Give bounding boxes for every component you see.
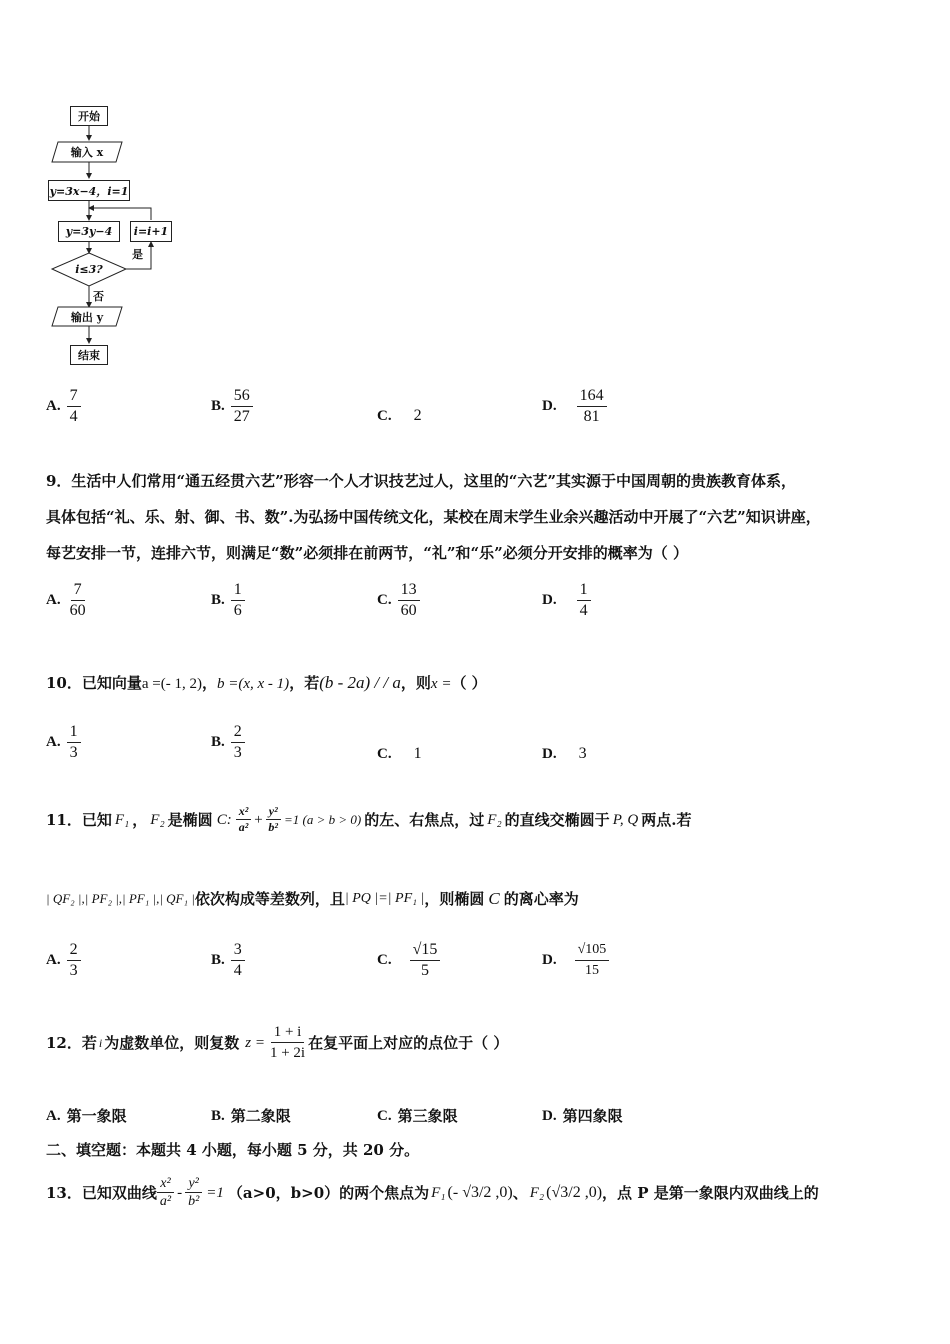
fraction [398, 580, 420, 621]
q9-option-a[interactable] [46, 580, 89, 621]
focus-f1-coord: (- √3/2 ,0) [447, 1183, 513, 1201]
q11-option-d[interactable] [542, 940, 609, 981]
denominator: 4 [579, 602, 588, 619]
denominator: 3 [69, 744, 78, 761]
numerator: 7 [67, 386, 81, 407]
numerator: 56 [231, 386, 253, 407]
fraction [410, 940, 441, 981]
option-value: 1 [413, 745, 422, 762]
fraction [231, 940, 245, 981]
option-letter: A. [46, 1108, 61, 1124]
focus-f1: F₁ [431, 1184, 446, 1201]
q13-condition: （a>0，b>0）的两个焦点为 [227, 1183, 430, 1202]
option-letter: A. [46, 592, 61, 608]
option-letter: B. [211, 952, 225, 968]
q10-stem [46, 672, 487, 695]
fraction [575, 940, 610, 981]
option-letter: B. [211, 1108, 225, 1124]
q10-option-b[interactable] [211, 722, 245, 763]
q10-then: ，则 [400, 674, 431, 692]
q11-line2b: ，则椭圆 [424, 890, 485, 908]
flow-condition: i≤3? [75, 262, 103, 276]
q9-line-3: 每艺安排一节，连排六节，则满足“数”必须排在前两节，“礼”和“乐”必须分开安排的概率为（ ） [46, 544, 688, 562]
q11-end1: 两点.若 [641, 810, 692, 829]
option-letter: D. [542, 952, 557, 968]
flow-input: 输入 x [70, 146, 104, 159]
option-letter: C. [377, 1108, 392, 1124]
numerator: 3 [231, 940, 245, 961]
q10-sep: ， [201, 674, 217, 692]
focus-f2-coord: (√3/2 ,0) [546, 1183, 603, 1201]
option-text: 第三象限 [397, 1107, 458, 1125]
q9-option-d[interactable] [542, 580, 591, 621]
fraction [231, 580, 245, 621]
numerator: 2 [67, 940, 81, 961]
denominator: 4 [233, 962, 242, 979]
q13-stem [46, 1175, 819, 1210]
denominator: 27 [233, 408, 250, 425]
denominator: 3 [233, 744, 242, 761]
option-letter: A. [46, 398, 61, 414]
q10-x: x = [430, 676, 452, 692]
denominator: b² [188, 1194, 200, 1209]
focus-f1: F₁ [114, 811, 130, 828]
option-text: 第四象限 [562, 1107, 623, 1125]
q13-sep: 、 [512, 1183, 528, 1202]
q11-line-1 [46, 804, 691, 835]
numerator: y² [185, 1175, 201, 1193]
denominator: b² [268, 820, 279, 834]
focus-f2: F₂ [529, 1184, 545, 1201]
fraction [67, 940, 81, 981]
denominator: 1 + 2i [269, 1045, 306, 1061]
q12-mid: 为虚数单位，则复数 [104, 1033, 240, 1052]
option-letter: C. [377, 952, 392, 968]
denominator: 81 [583, 408, 600, 425]
numerator: 13 [398, 580, 420, 601]
numerator: 1 + i [271, 1022, 305, 1043]
denominator: 3 [69, 962, 78, 979]
section-heading: 二、填空题：本题共 4 小题，每小题 5 分，共 20 分。 [46, 1141, 420, 1159]
q8-option-a[interactable] [46, 386, 81, 427]
q11-line2a: 依次构成等差数列，且 [194, 890, 345, 908]
q11-sequence: | QF₂ |,| PF₂ |,| PF₁ |,| QF₁ | [46, 891, 195, 906]
flow-end: 结束 [70, 345, 108, 365]
numerator: 2 [231, 722, 245, 743]
q13-prefix: 13．已知双曲线 [46, 1183, 157, 1202]
q9-line-2: 具体包括“礼、乐、射、御、书、数”.为弘扬中国传统文化，某校在周末学生业余兴趣活动中开展了“六艺”知识讲座， [46, 508, 821, 526]
ellipse-eq-tail: =1 (a > b > 0) [284, 811, 362, 827]
q11-option-a[interactable] [46, 940, 81, 981]
option-letter: B. [211, 592, 225, 608]
fraction-x2-a2 [157, 1175, 174, 1210]
minus-sign: - [177, 1184, 183, 1201]
complex-z: z = [245, 1034, 265, 1051]
numerator: 1 [577, 580, 591, 601]
flow-init: y=3x−4，i=1 [48, 180, 130, 201]
q12-stem [46, 1022, 508, 1063]
option-letter: D. [542, 1108, 557, 1124]
plus-sign: + [253, 811, 264, 828]
denominator: 6 [233, 602, 242, 619]
flow-no-label: 否 [93, 290, 104, 303]
option-letter: C. [377, 592, 392, 608]
fraction [67, 580, 89, 621]
numerator: 164 [577, 386, 607, 407]
ellipse-label: C: [216, 811, 232, 828]
flow-update-y: y=3y−4 [58, 221, 120, 242]
numerator: 1 [231, 580, 245, 601]
denominator: a² [238, 820, 249, 834]
flow-start: 开始 [70, 106, 108, 126]
flow-increment: i=i+1 [130, 221, 172, 242]
numerator: y² [266, 804, 281, 820]
q13-suffix: ，点 P 是第一象限内双曲线上的 [602, 1183, 819, 1202]
option-value: 3 [578, 745, 587, 762]
q11-is-ellipse: 是椭圆 [167, 810, 213, 829]
fraction [67, 722, 81, 763]
q12-option-c[interactable] [377, 1105, 458, 1127]
q10-condition: (b - 2a) / / a [319, 673, 401, 692]
q11-option-c[interactable] [377, 940, 440, 981]
points-pq: P, Q [612, 811, 639, 828]
q12-suffix: 在复平面上对应的点位于（ ） [308, 1033, 509, 1052]
q11-comma: ， [132, 810, 148, 829]
denominator: 15 [584, 963, 599, 978]
fraction [577, 386, 607, 427]
q12-option-b[interactable] [211, 1105, 291, 1127]
q10-prefix: 10．已知向量 [46, 674, 142, 692]
flow-yes-label: 是 [132, 248, 143, 261]
numerator: √15 [410, 940, 441, 961]
option-text: 第一象限 [66, 1107, 127, 1125]
fraction-z [267, 1022, 308, 1063]
fraction-y2-b2 [265, 804, 281, 835]
q12-prefix: 12．若 [46, 1033, 97, 1052]
option-letter: B. [211, 734, 225, 750]
q11-mid: 的左、右焦点，过 [364, 810, 485, 829]
vector-b: b =(x, x - 1) [217, 676, 290, 692]
hyperbola-eq-tail: =1 [206, 1184, 224, 1201]
q11-line-2 [46, 888, 579, 910]
q8-option-d[interactable] [542, 386, 607, 427]
q11-line-text: 的直线交椭圆于 [504, 810, 610, 829]
focus-f2: F₂ [150, 811, 165, 828]
fraction-x2-a2 [236, 804, 252, 835]
option-value: 2 [413, 407, 422, 424]
fraction [67, 386, 81, 427]
flowchart [40, 100, 180, 370]
q10-option-c[interactable] [377, 745, 422, 763]
q8-option-b[interactable] [211, 386, 253, 427]
q11-line2c: 的离心率为 [503, 890, 579, 908]
fraction [231, 722, 245, 763]
denominator: 4 [69, 408, 78, 425]
q11-prefix: 11．已知 [46, 810, 112, 829]
q8-option-c[interactable] [377, 407, 422, 425]
flow-output: 输出 y [70, 310, 104, 324]
numerator: x² [236, 804, 252, 820]
denominator: 5 [420, 962, 429, 979]
vector-a: a =(- 1, 2) [141, 676, 202, 692]
option-text: 第二象限 [230, 1107, 291, 1125]
option-letter: A. [46, 952, 61, 968]
option-letter: C. [377, 407, 392, 424]
q10-if: ，若 [289, 674, 320, 692]
option-letter: D. [542, 745, 557, 762]
option-letter: A. [46, 734, 61, 750]
q10-blank: （ ） [451, 674, 487, 692]
fraction [577, 580, 591, 621]
fraction-y2-b2 [185, 1175, 202, 1210]
denominator: a² [159, 1194, 172, 1209]
numerator: 1 [67, 722, 81, 743]
option-letter: D. [542, 592, 557, 608]
q9-option-c[interactable] [377, 580, 420, 621]
ellipse-c: C [488, 889, 500, 908]
numerator: 7 [71, 580, 85, 601]
q9-line-1: 9．生活中人们常用“通五经贯六艺”形容一个人才识技艺过人，这里的“六艺”其实源于中国周朝的贵族教育体系， [46, 472, 796, 490]
q10-option-a[interactable] [46, 722, 81, 763]
option-letter: C. [377, 745, 392, 762]
option-letter: B. [211, 398, 225, 414]
q10-option-d[interactable] [542, 745, 587, 763]
imaginary-i: i [98, 1035, 103, 1050]
numerator: x² [157, 1175, 173, 1193]
denominator: 60 [69, 602, 86, 619]
q12-option-d[interactable] [542, 1105, 623, 1127]
option-letter: D. [542, 398, 557, 414]
q11-option-b[interactable] [211, 940, 245, 981]
q11-condition: | PQ |=| PF₁ | [344, 891, 425, 906]
q9-option-b[interactable] [211, 580, 245, 621]
fraction [231, 386, 253, 427]
focus-f2b: F₂ [487, 811, 502, 828]
denominator: 60 [400, 602, 417, 619]
numerator: √105 [575, 940, 610, 961]
q12-option-a[interactable] [46, 1105, 127, 1127]
